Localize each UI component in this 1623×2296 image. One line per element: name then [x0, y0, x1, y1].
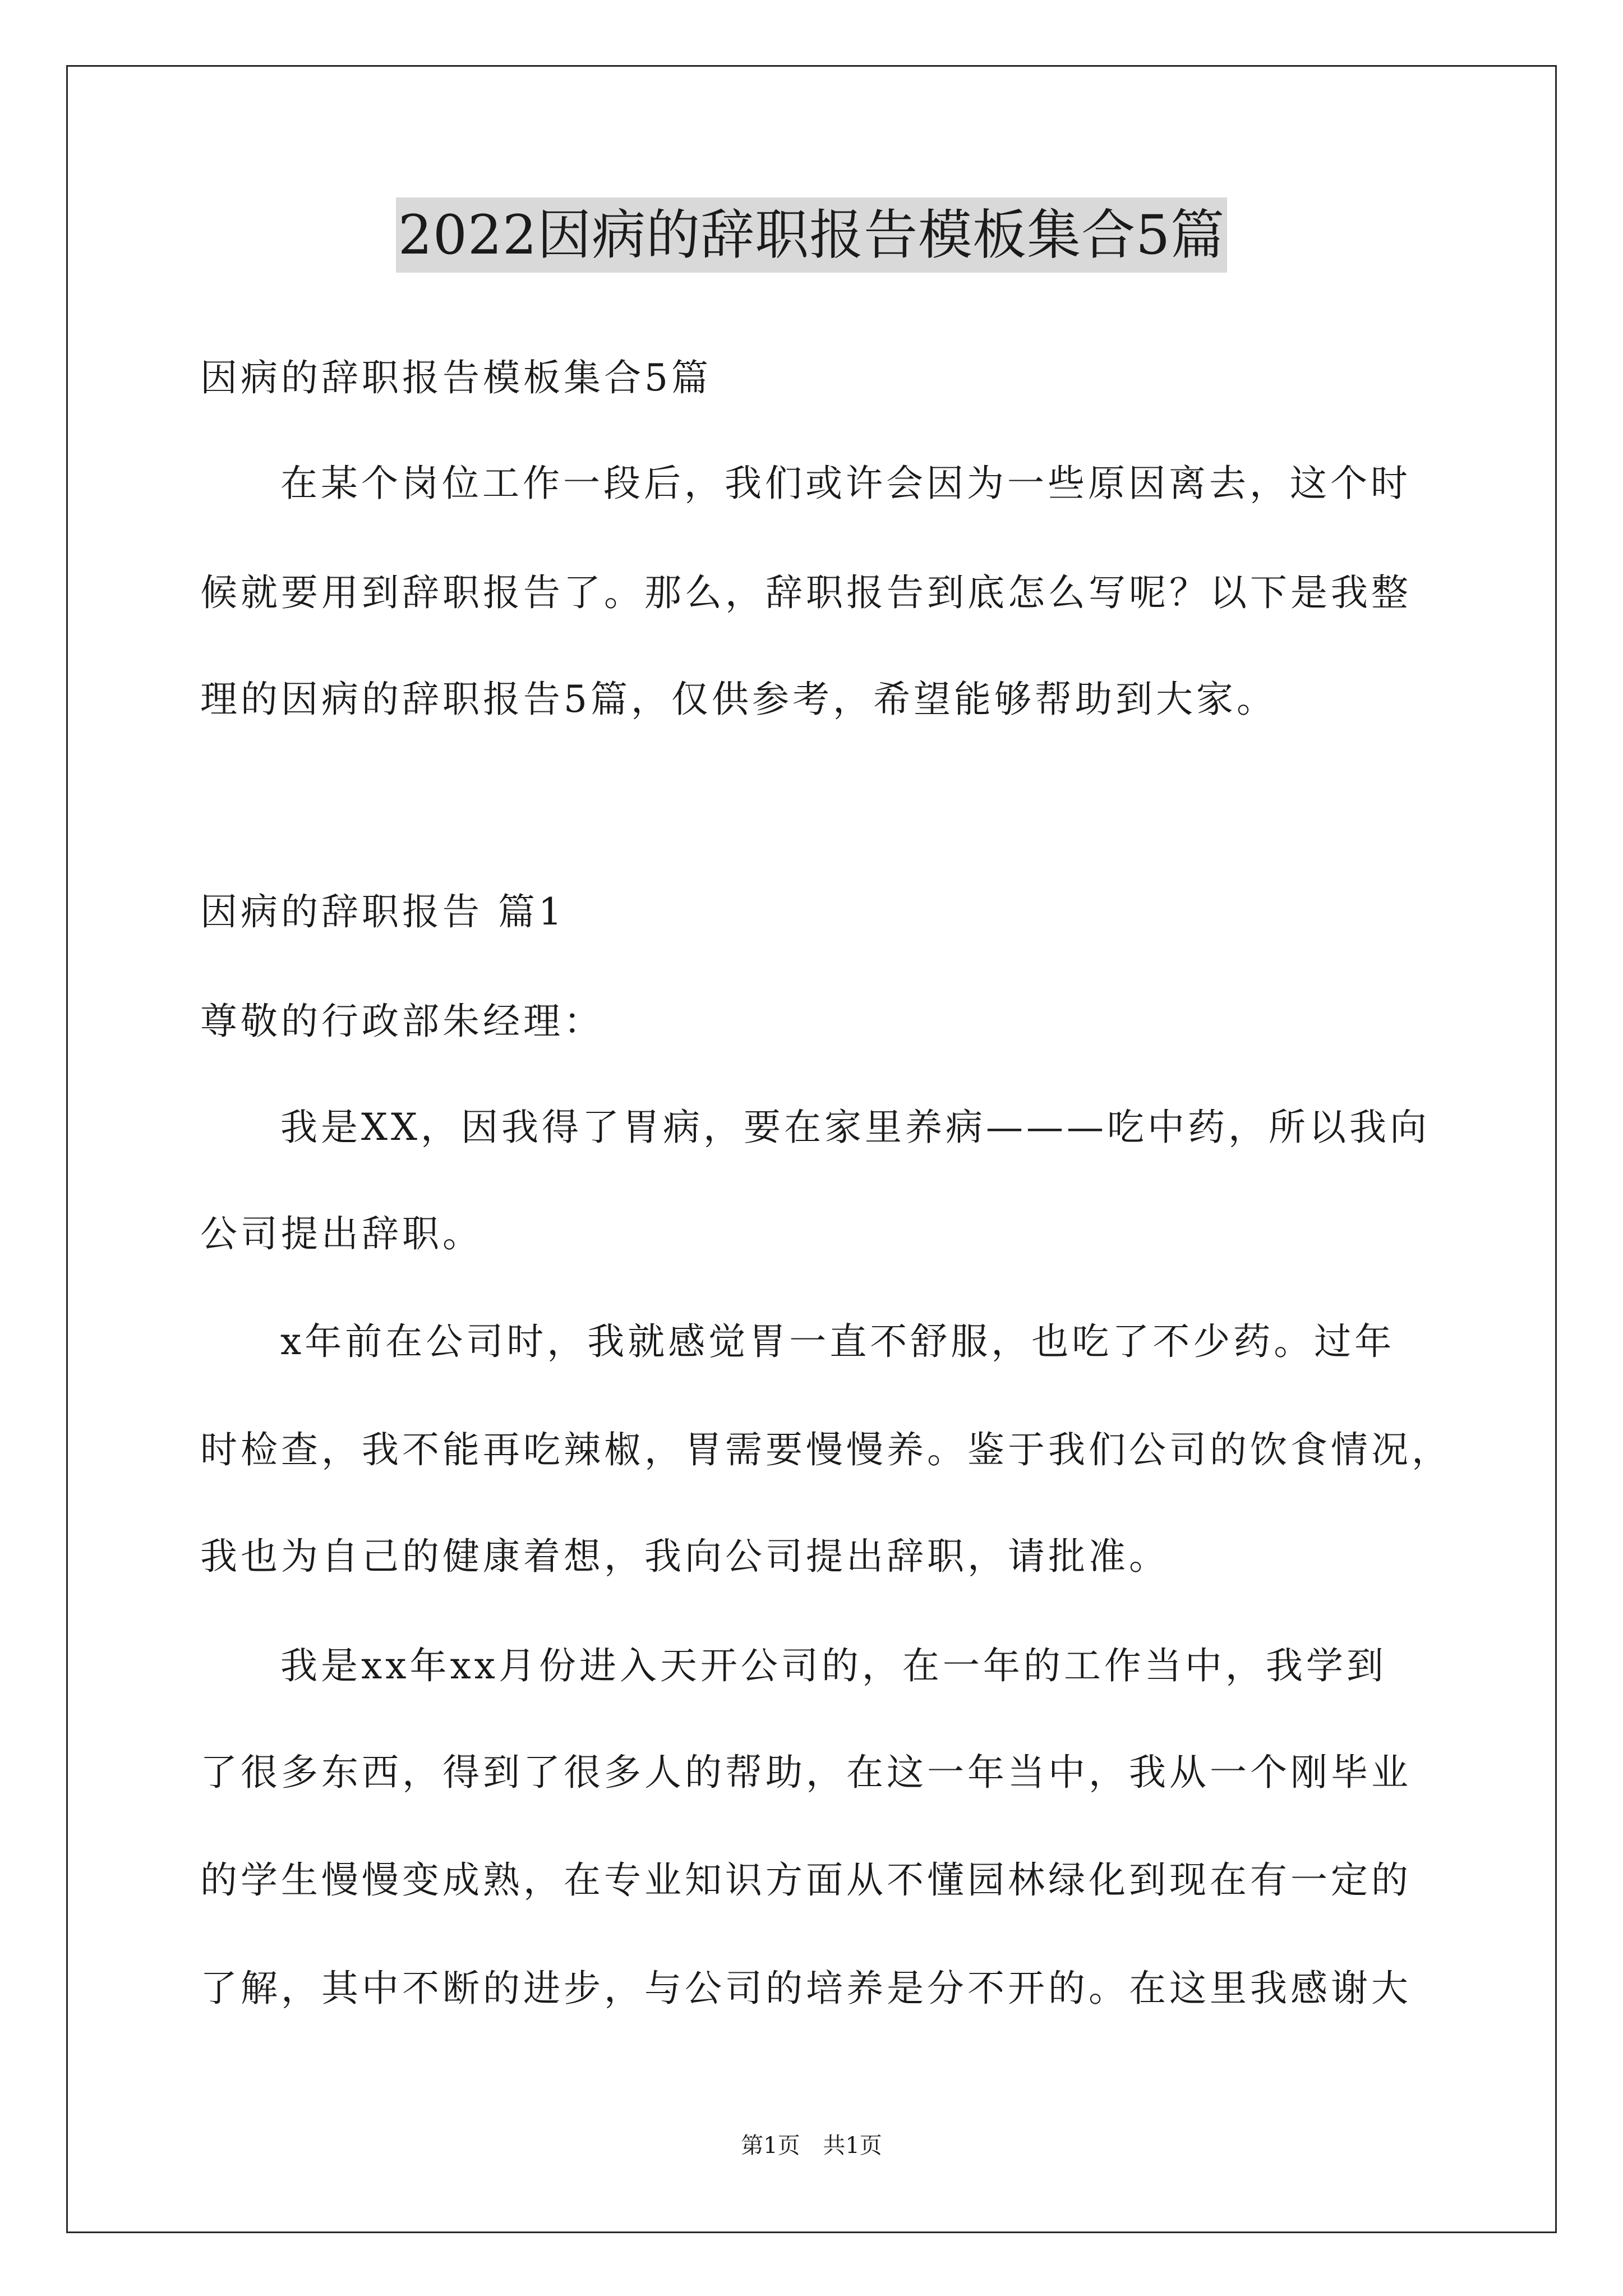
- title-container: [0, 197, 1623, 273]
- body-line: 了解，其中不断的进步，与公司的培养是分不开的。在这里我感谢大: [200, 1967, 1412, 2010]
- intro-line: 在某个岗位工作一段后，我们或许会因为一些原因离去，这个时: [280, 462, 1411, 505]
- intro-line: 理的因病的辞职报告5篇，仅供参考，希望能够帮助到大家。: [200, 678, 1277, 721]
- body-line: 的学生慢慢变成熟，在专业知识方面从不懂园林绿化到现在有一定的: [200, 1858, 1412, 1902]
- body-line: 公司提出辞职。: [200, 1212, 483, 1255]
- body-line: 我是xx年xx月份进入天开公司的，在一年的工作当中，我学到: [280, 1644, 1387, 1687]
- page-total: 共1页: [823, 2133, 882, 2159]
- section-heading: 因病的辞职报告 篇1: [200, 890, 565, 933]
- document-title: 2022因病的辞职报告模板集合5篇: [396, 197, 1227, 273]
- body-line: x年前在公司时，我就感觉胃一直不舒服，也吃了不少药。过年: [280, 1320, 1395, 1363]
- salutation: 尊敬的行政部朱经理：: [200, 1000, 604, 1043]
- body-line: 我也为自己的健康着想，我向公司提出辞职，请批准。: [200, 1535, 1169, 1578]
- body-line: 了很多东西，得到了很多人的帮助，在这一年当中，我从一个刚毕业: [200, 1751, 1412, 1794]
- body-line: 时检查，我不能再吃辣椒，胃需要慢慢养。鉴于我们公司的饮食情况，: [200, 1428, 1452, 1471]
- page-footer: [0, 2132, 1623, 2160]
- document-subtitle: 因病的辞职报告模板集合5篇: [200, 356, 712, 399]
- intro-line: 候就要用到辞职报告了。那么，辞职报告到底怎么写呢？以下是我整: [200, 571, 1412, 614]
- body-line: 我是XX，因我得了胃病，要在家里养病———吃中药，所以我向: [280, 1106, 1430, 1149]
- page-number: 第1页: [741, 2133, 800, 2159]
